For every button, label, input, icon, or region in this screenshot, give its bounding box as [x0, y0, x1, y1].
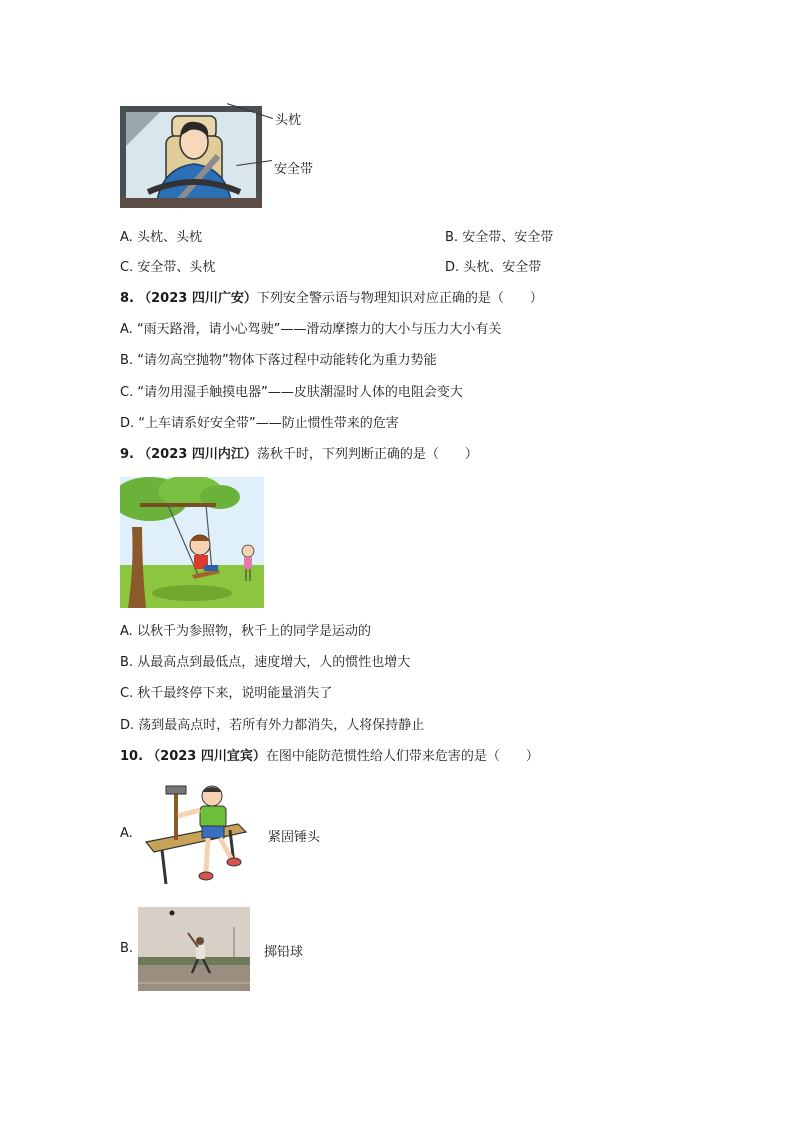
label-headrest: 头枕	[275, 113, 302, 128]
q7-option-d: D. 头枕、安全带	[445, 260, 542, 275]
q8-stem: 8. （2023 四川广安）下列安全警示语与物理知识对应正确的是（ ）	[120, 291, 543, 306]
swing-illustration	[120, 477, 264, 608]
q9-option-b: B. 从最高点到最低点，速度增大，人的惯性也增大	[120, 655, 411, 670]
q9-option-c: C. 秋千最终停下来，说明能量消失了	[120, 686, 333, 701]
q10-option-a-letter: A.	[120, 826, 133, 841]
q7-option-c: C. 安全带、头枕	[120, 260, 216, 275]
q8-option-d: D. “上车请系好安全带”——防止惯性带来的危害	[120, 416, 399, 431]
hammer-bench-illustration	[142, 780, 248, 886]
car-driver-illustration	[120, 106, 262, 208]
q10-stem: 10. （2023 四川宜宾）在图中能防范惯性给人们带来危害的是（ ）	[120, 749, 539, 764]
q9-stem: 9. （2023 四川内江）荡秋千时，下列判断正确的是（ ）	[120, 447, 478, 462]
q7-option-b: B. 安全带、安全带	[445, 230, 554, 245]
q8-option-a: A. “雨天路滑，请小心驾驶”——滑动摩擦力的大小与压力大小有关	[120, 322, 502, 337]
q8-option-b: B. “请勿高空抛物”物体下落过程中动能转化为重力势能	[120, 353, 437, 368]
q8-option-c: C. “请勿用湿手触摸电器”——皮肤潮湿时人体的电阻会变大	[120, 385, 463, 400]
q10-option-b-letter: B.	[120, 941, 134, 956]
q9-option-d: D. 荡到最高点时，若所有外力都消失，人将保持静止	[120, 718, 425, 733]
q9-option-a: A. 以秋千为参照物，秋千上的同学是运动的	[120, 624, 371, 639]
shot-put-photo	[138, 907, 250, 991]
q10-option-b-text: 掷铅球	[264, 945, 304, 960]
q7-option-a: A. 头枕、头枕	[120, 230, 202, 245]
label-seatbelt: 安全带	[274, 162, 314, 177]
q10-option-a-text: 紧固锤头	[268, 830, 321, 845]
